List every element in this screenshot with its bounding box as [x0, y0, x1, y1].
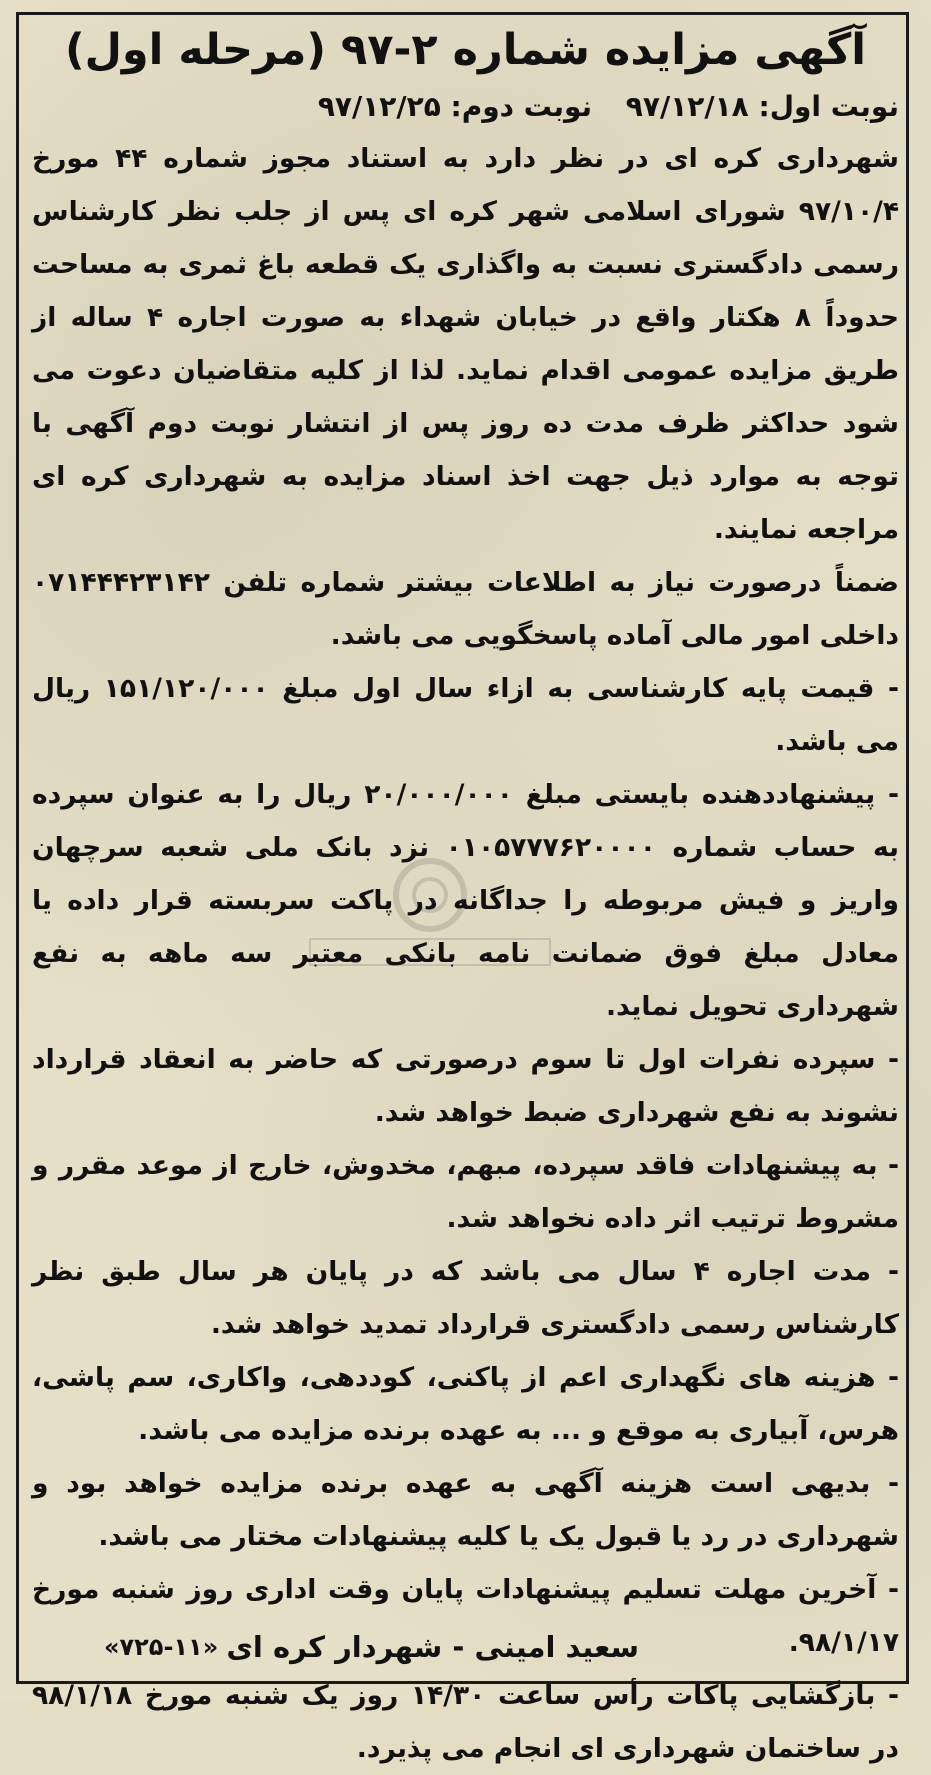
condition-item: - به پیشنهادات فاقد سپرده، مبهم، مخدوش، خارج از موعد مقرر و مشروط ترتیب اثر داده نخواهد شد. [32, 1150, 899, 1234]
condition-item: - بازگشایی پاکات رأس ساعت ۱۴/۳۰ روز یک شنبه مورخ ۹۸/۱/۱۸ در ساختمان شهرداری ای انجام می پذیرد. [32, 1680, 899, 1764]
condition-item: - قیمت پایه کارشناسی به ازاء سال اول مبلغ ۱۵۱/۱۲۰/۰۰۰ ریال می باشد. [32, 673, 899, 757]
condition-item: - آخرین مهلت تسلیم پیشنهادات پایان وقت اداری روز شنبه مورخ ۹۸/۱/۱۷. [32, 1574, 899, 1658]
publication-dates [32, 82, 899, 132]
contact-paragraph: ضمناً درصورت نیاز به اطلاعات بیشتر شماره تلفن ۰۷۱۴۴۴۲۳۱۴۲ داخلی امور مالی آماده پاسخگویی می باشد. [32, 567, 899, 651]
notice-content [32, 18, 899, 1775]
condition-item: - بدیهی است هزینه آگهی به عهده برنده مزایده خواهد بود و شهرداری در رد یا قبول یک یا کلیه پیشنهادات مختار می باشد. [32, 1468, 899, 1552]
condition-item: - مدت اجاره ۴ سال می باشد که در پایان هر سال طبق نظر کارشناس رسمی دادگستری قرارداد تمدید خواهد شد. [32, 1256, 900, 1340]
notice-code: «۷۲۵-۱۱» [104, 1633, 219, 1661]
first-publication-date: نوبت اول: ۹۷/۱۲/۱۸ [625, 90, 899, 123]
intro-paragraph: شهرداری کره ای در نظر دارد به استناد مجوز شماره ۴۴ مورخ ۹۷/۱۰/۴ شورای اسلامی شهر کره ای پس از جلب نظر کارشناس رسمی دادگستری نسبت به واگذاری یک قطعه باغ ثمری به مساحت حدوداً ۸ هکتار واقع در خیابان شهداء به صورت اجاره ۴ ساله از طریق مزایده عمومی اقدام نماید. لذا از کلیه متقاضیان دعوت می شود حداکثر ظرف مدت ده روز پس از انتشار نوبت دوم آگهی با توجه به موارد ذیل جهت اخذ اسناد مزایده به شهرداری کره ای مراجعه نمایند. [32, 143, 899, 545]
condition-item: - هزینه های نگهداری اعم از پاکنی، کوددهی، واکاری، سم پاشی، هرس، آبیاری به موقع و ... به عهده برنده مزایده می باشد. [32, 1362, 899, 1446]
signature: سعید امینی - شهردار کره ای [226, 1630, 639, 1664]
condition-item: - پیشنهاددهنده بایستی مبلغ ۲۰/۰۰۰/۰۰۰ ریال را به عنوان سپرده به حساب شماره ۰۱۰۵۷۷۷۶۲۰۰۰۰ نزد بانک ملی شعبه سرچهان واریز و فیش مربوطه را جداگانه در پاکت سربسته قرار داده یا معادل مبلغ فوق ضمانت نامه بانکی معتبر سه ماهه به نفع شهرداری تحویل نماید. [32, 779, 899, 1022]
second-publication-date: نوبت دوم: ۹۷/۱۲/۲۵ [317, 90, 593, 123]
condition-item: - سپرده نفرات اول تا سوم درصورتی که حاضر به انعقاد قرارداد نشوند به نفع شهرداری ضبط خواهد شد. [32, 1044, 899, 1128]
signature-row [32, 1622, 899, 1672]
notice-title: آگهی مزایده شماره ۲-۹۷ (مرحله اول) [64, 25, 867, 75]
